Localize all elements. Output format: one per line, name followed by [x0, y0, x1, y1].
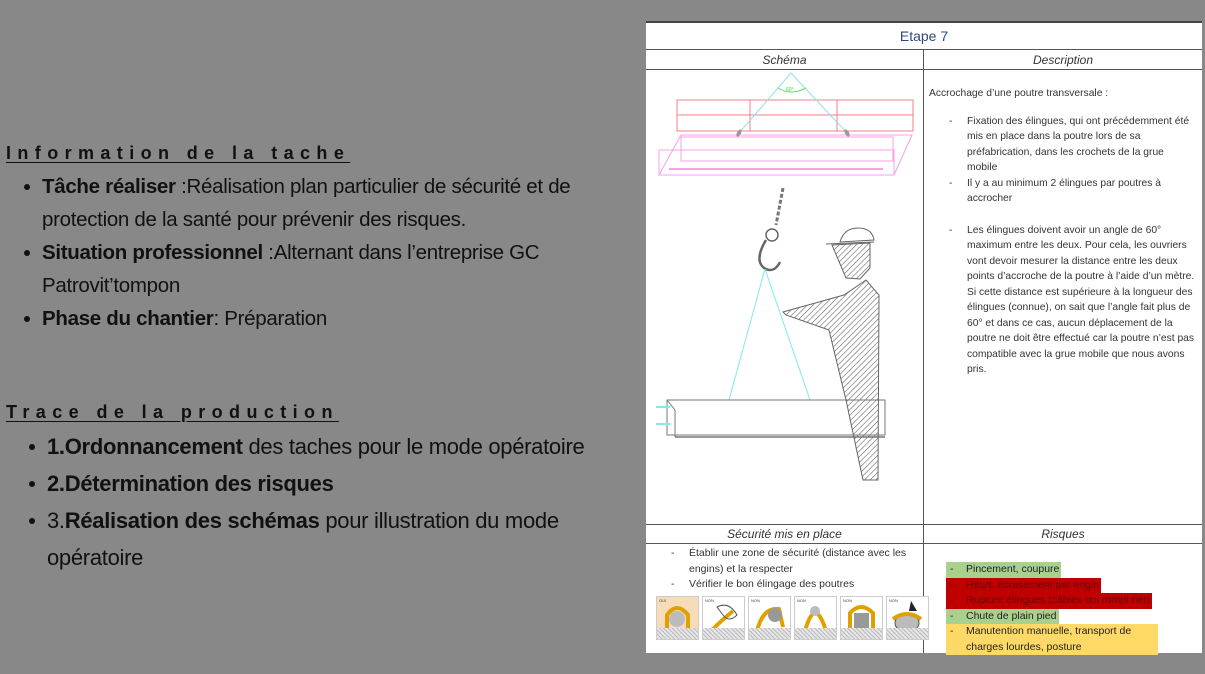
- securite-content: [654, 546, 924, 593]
- slinging-thumbnail: NON: [840, 596, 883, 640]
- slinging-thumbnail: NON: [794, 596, 837, 640]
- slinging-thumbnail: NON: [748, 596, 791, 640]
- description-content: [929, 86, 1199, 378]
- production-item: 1.Ordonnancement des taches pour le mode opératoire: [27, 428, 657, 465]
- risques-header: Risques: [1041, 527, 1085, 541]
- description-item: - Les élingues doivent avoir un angle de 60° maximum entre les deux. Pour cela, les ouvriers vont devoir mesurer la distance entre les deux points d’accroche de la poutre à l’aide d’un mètre. Si cette distance est supérieure à la longueur des élingues (connue), on sait que l’angle fait plus de 60° et dans ce cas, aucun déplacement de la poutre ne doit être effectué car la poutre n’est pas compatible avec la grue mobile que nous avons pris.: [929, 223, 1195, 378]
- description-item: - Fixation des élingues, qui ont précédemment été mis en place dans la poutre lors de sa préfabrication, dans les crochets de la grue mobile: [929, 114, 1195, 176]
- risques-content: [946, 562, 1196, 655]
- risk-item: - Pincement, coupure: [946, 562, 1061, 578]
- info-section-title: Information de la tache: [6, 143, 351, 163]
- production-section-title: Trace de la production: [6, 402, 339, 422]
- securite-header: Sécurité mis en place: [727, 527, 842, 541]
- info-item: Phase du chantier: Préparation: [22, 302, 642, 335]
- description-header: Description: [1032, 53, 1094, 67]
- divider: [646, 49, 1202, 50]
- risk-item: - Heurt, écrasement par engin: [946, 578, 1101, 594]
- info-item: Tâche réaliser :Réalisation plan particulier de sécurité et de protection de la santé pour prévenir des risques.: [22, 170, 642, 236]
- production-item: 2.Détermination des risques: [27, 465, 657, 502]
- production-list: [27, 428, 657, 576]
- beam-lifting-diagram: [646, 70, 923, 524]
- worker-figure: [783, 228, 879, 480]
- description-intro: Accrochage d’une poutre transversale :: [929, 88, 1109, 99]
- info-list: [22, 170, 642, 335]
- description-list: [929, 114, 1199, 378]
- slinging-thumbnail: NON: [702, 596, 745, 640]
- crane-hook-drawing: [729, 188, 810, 400]
- step-title: Etape 7: [899, 28, 949, 44]
- risk-item: - Manutention manuelle, transport de charges lourdes, posture: [946, 624, 1158, 655]
- securite-list: [654, 546, 924, 593]
- angle-label: 60°: [786, 87, 794, 93]
- slinging-thumbnail: NON: [886, 596, 929, 640]
- info-item: Situation professionnel :Alternant dans l’entreprise GC Patrovit’tompon: [22, 236, 642, 302]
- schema-header: Schéma: [762, 53, 807, 67]
- slinging-thumbnail: OUI: [656, 596, 699, 640]
- divider: [646, 543, 1202, 544]
- risk-item: - Chute de plain pied: [946, 609, 1059, 625]
- securite-item: - Vérifier le bon élingage des poutres: [654, 577, 920, 593]
- step-document: [646, 21, 1202, 653]
- beam-top-view-drawing: [659, 73, 913, 175]
- risk-item: - Rupture élingues (câbles qui rompt net): [946, 593, 1152, 609]
- securite-item: - Établir une zone de sécurité (distance avec les engins) et la respecter: [654, 546, 920, 577]
- slinging-examples: [656, 596, 929, 640]
- description-item: - Il y a au minimum 2 élingues par poutres à accrocher: [929, 176, 1195, 207]
- production-item: 3.Réalisation des schémas pour illustration du mode opératoire: [27, 502, 657, 576]
